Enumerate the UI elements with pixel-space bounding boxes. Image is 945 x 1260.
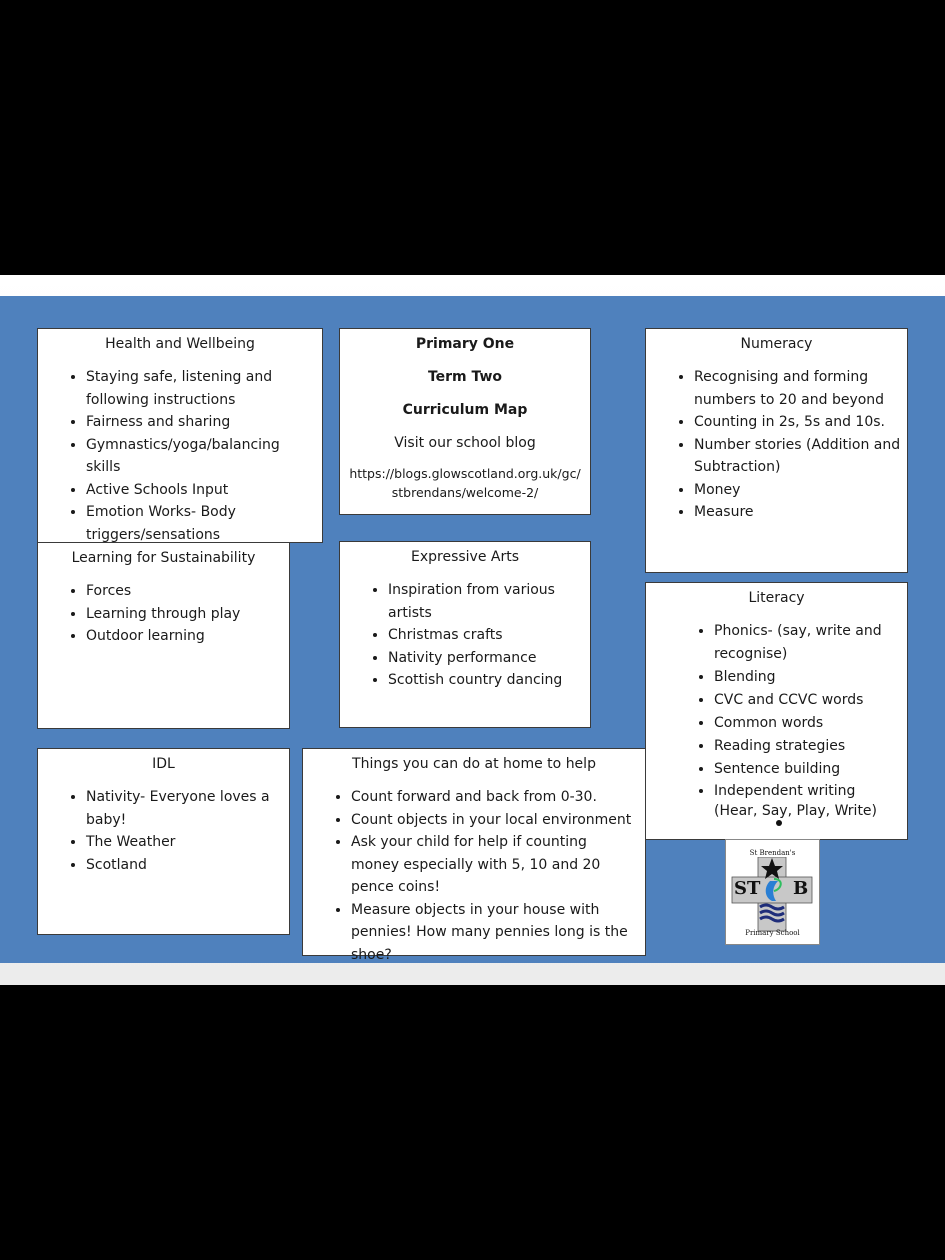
blog-link[interactable]: https://blogs.glowscotland.org.uk/gc/stbrendans/welcome-2/: [349, 466, 581, 500]
home-help-box: [302, 748, 646, 963]
numeracy-box: [645, 328, 908, 573]
empty-bullet: [776, 820, 782, 826]
list-item: • Gymnastics/yoga/balancing skills: [86, 434, 316, 479]
list-item: • Common words: [714, 712, 901, 735]
list-item: • Reading strategies: [714, 735, 901, 758]
health-list: [38, 366, 322, 546]
list-item: • Learning through play: [86, 603, 283, 626]
blog-label: Visit our school blog: [394, 435, 536, 451]
home-title: Things you can do at home to help: [352, 756, 596, 772]
logo-letter-right: B: [793, 878, 809, 899]
list-item: • Inspiration from various artists: [388, 579, 584, 624]
list-item: • Nativity performance: [388, 647, 584, 670]
bottom-black-band: [0, 985, 945, 1260]
numeracy-title: Numeracy: [740, 336, 813, 352]
top-black-band: [0, 0, 945, 275]
sustainability-title: Learning for Sustainability: [71, 550, 256, 566]
list-item: • Measure objects in your house with pennies! How many pennies long is the shoe?: [351, 899, 639, 967]
list-item: • Count forward and back from 0-30.: [351, 786, 639, 809]
list-item: • Scotland: [86, 854, 283, 877]
list-item: • Measure: [694, 501, 901, 524]
list-item: • Counting in 2s, 5s and 10s.: [694, 411, 901, 434]
list-item: • Emotion Works- Body triggers/sensations: [86, 501, 316, 546]
home-list: [303, 786, 645, 966]
idl-box: [37, 748, 290, 935]
list-item: • Blending: [714, 666, 901, 689]
title-box: [339, 328, 591, 515]
numeracy-list: [646, 366, 907, 524]
list-item: • Outdoor learning: [86, 625, 283, 648]
sustainability-box: [37, 542, 290, 729]
list-item: • Phonics- (say, write and recognise): [714, 620, 901, 666]
list-item: • Fairness and sharing: [86, 411, 316, 434]
logo-letters-left: ST: [734, 878, 761, 899]
logo-top-text: St Brendan's: [749, 849, 796, 857]
list-item: • Count objects in your local environment: [351, 809, 639, 832]
literacy-title: Literacy: [748, 590, 805, 606]
list-item: • Money: [694, 479, 901, 502]
list-item: • Ask your child for help if counting money especially with 5, 10 and 20 pence coins!: [351, 831, 639, 899]
page-title: Primary One: [415, 336, 515, 352]
school-logo: [725, 839, 820, 945]
list-item: • Active Schools Input: [86, 479, 316, 502]
list-item: • Independent writing (Hear, Say, Play, Write): [714, 781, 901, 821]
list-item: • CVC and CCVC words: [714, 689, 901, 712]
list-item: • Scottish country dancing: [388, 669, 584, 692]
health-title: Health and Wellbeing: [105, 336, 255, 352]
list-item: • Number stories (Addition and Subtraction): [694, 434, 901, 479]
list-item: • Staying safe, listening and following instructions: [86, 366, 316, 411]
list-item: • Sentence building: [714, 758, 901, 781]
expressive-arts-box: [339, 541, 591, 728]
health-wellbeing-box: [37, 328, 323, 543]
idl-list: [38, 786, 289, 876]
curriculum-page: [0, 275, 945, 985]
list-item: • Recognising and forming numbers to 20 and beyond: [694, 366, 901, 411]
logo-bottom-text: Primary School: [745, 929, 800, 937]
literacy-list: [646, 620, 907, 821]
list-item: • Nativity- Everyone loves a baby!: [86, 786, 283, 831]
list-item: • Christmas crafts: [388, 624, 584, 647]
literacy-box: [645, 582, 908, 840]
blue-background: [0, 296, 945, 963]
sustainability-list: [38, 580, 289, 648]
curriculum-map-title: Curriculum Map: [402, 402, 528, 418]
idl-title: IDL: [152, 756, 175, 772]
list-item: • Forces: [86, 580, 283, 603]
expressive-list: [340, 579, 590, 692]
list-item: • The Weather: [86, 831, 283, 854]
term-title: Term Two: [427, 369, 503, 385]
expressive-title: Expressive Arts: [410, 549, 520, 565]
